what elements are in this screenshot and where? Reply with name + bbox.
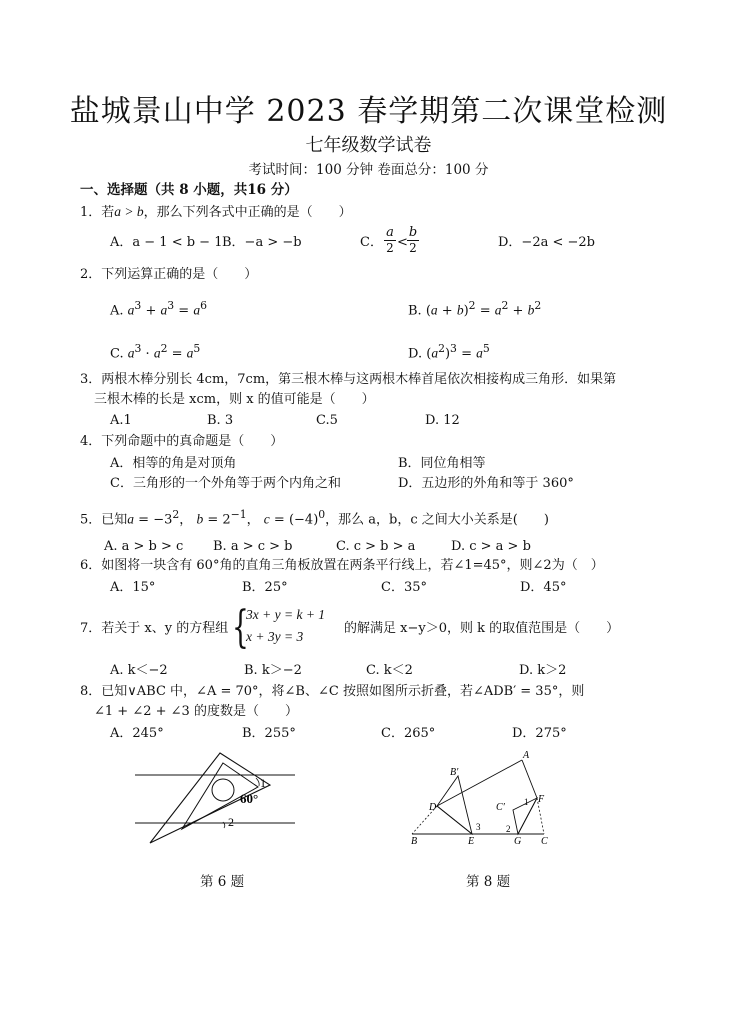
q2-a-result: a [193,302,201,318]
question-6-stem: 6．如图将一块含有 60°角的直角三角板放置在两条平行线上，若∠1=45°，则∠2为（ ） [80,558,604,573]
q2-c-exp1: 3 [134,342,142,355]
q3-option-a: A.1 [110,413,132,428]
fig8-label-2: 2 [506,824,511,834]
q2-c-exp2: 2 [160,342,168,355]
fig8-label-E: E [468,836,475,847]
q2-b-exp2: 2 [501,299,509,312]
q5-exp-neg1: −1 [230,508,247,521]
q5-var-c: c [263,511,270,527]
q1-option-c-label: C． [360,235,383,250]
q2-b-plus: + [441,303,453,319]
question-2-stem: 2．下列运算正确的是（ ） [80,267,258,282]
q2-d-exp2: 3 [450,342,457,355]
q2-a-exp3: 6 [200,299,207,312]
q2-b-b2: b [527,302,535,318]
q7-option-d: D. k＞2 [519,663,567,678]
q5-stem-post: ，那么 a，b，c 之间大小关系是( ) [325,512,549,528]
fig8-label-B-prime: B′ [450,767,459,778]
q5-sep2: ， [246,512,260,528]
q7-option-c: C. k＜2 [366,663,413,678]
q5-two: 2 [222,512,231,528]
q2-b-a: a [430,302,438,318]
figure-8-folded-triangle [400,748,560,850]
q2-c-eq: = [171,346,183,362]
q5-var-a: a [127,511,135,527]
figure-6-caption: 第 6 题 [200,874,245,890]
q2-d-a2: a [476,345,483,361]
q2-d-eq: = [461,346,472,362]
question-8-stem-line2: ∠1 + ∠2 + ∠3 的度数是（ ） [94,704,298,719]
fig8-label-G: G [514,836,522,847]
q7-option-a: A. k＜−2 [110,663,168,678]
q8-option-a: A．245° [110,726,164,741]
fig8-folded-triangle-B [437,776,472,834]
fig8-label-1: 1 [524,797,529,807]
exam-info: 考试时间：100 分钟 卷面总分：100 分 [248,162,489,178]
q1-stem-math: a > b [114,204,144,219]
q1-option-b: B．−a > −b [222,235,302,250]
question-4-stem: 4．下列命题中的真命题是（ ） [80,434,284,449]
q2-a-plus: + [145,303,157,319]
q4-option-c: C．三角形的一个外角等于两个内角之和 [110,476,341,491]
q2-d-exp1: 2 [438,342,445,355]
fig6-angle-1-arc [256,778,259,786]
q2-b-rp: ) [463,303,469,319]
q2-c-exp3: 5 [193,342,201,355]
q2-b-b: b [456,302,464,318]
q2-option-a [110,297,207,320]
q1-option-c-lt: < [397,235,408,250]
q1-frac-b-den: 2 [409,241,417,255]
fig6-circle-hole [212,779,234,801]
fig8-label-C: C [541,836,548,847]
q5-exp-zero: 0 [318,508,326,521]
figure-8-caption: 第 8 题 [466,874,511,890]
q2-b-eq: = [479,303,491,319]
q3-option-d: D. 12 [425,413,460,428]
exam-subtitle: 七年级数学试卷 [305,135,432,156]
question-3-stem-line1: 3．两根木棒分别长 4cm，7cm，第三根木棒与这两根木棒首尾依次相接构成三角形．如果第 [80,372,617,387]
question-5-stem [80,506,549,529]
fig6-label-60: 60° [240,791,259,806]
q5-eq3: = [273,512,285,528]
q2-b-a2: a [494,302,502,318]
q2-d-a1: a [431,345,439,361]
q5-eq1: = [138,512,150,528]
q5-option-c: C. c > b > a [336,539,416,554]
q6-option-c: C．35° [381,580,427,595]
q8-option-b: B．255° [242,726,296,741]
q2-a-term1: a [127,302,135,318]
q2-b-lp: ( [425,303,431,319]
q2-option-d [408,340,490,363]
q8-option-c: C．265° [381,726,436,741]
fig8-fold-line-DE [437,806,472,834]
q8-option-d: D．275° [512,726,567,741]
q3-option-c: C.5 [316,413,338,428]
q2-c-label: C. [110,346,124,362]
q5-var-b: b [196,511,204,527]
figure-6-parallel-lines-triangle [120,750,310,850]
q3-option-b: B. 3 [207,413,234,428]
q5-sep1: ， [179,512,193,528]
q7-option-b: B. k＞−2 [244,663,302,678]
q7-left-brace: { [232,602,249,653]
q2-c-a1: a [127,345,135,361]
fig6-label-1: 1 [260,776,266,790]
q1-stem-post: ，那么下列各式中正确的是（ ） [143,205,352,220]
q2-d-rp: ) [444,346,451,362]
question-1-stem [80,203,352,222]
q1-option-c-frac-b [407,226,419,255]
q2-a-exp2: 3 [167,299,175,312]
q2-a-label: A. [110,303,124,319]
q1-option-d: D．−2a < −2b [498,235,595,250]
q5-option-d: D. c > a > b [451,539,531,554]
q2-d-label: D. [408,346,423,362]
q5-neg3: −3 [153,512,173,528]
q2-d-exp3: 5 [482,342,490,355]
q6-option-b: B．25° [242,580,288,595]
q7-equation-1: 3x + y = k + 1 [246,607,326,622]
q5-option-b: B. a > c > b [213,539,293,554]
q2-option-c [110,340,200,363]
q6-option-a: A．15° [110,580,156,595]
q6-option-d: D．45° [520,580,567,595]
q5-exp-sq: 2 [172,508,180,521]
q2-a-exp1: 3 [134,299,142,312]
question-8-stem-line1: 8．已知∨ABC 中，∠A = 70°，将∠B、∠C 按照如图所示折叠，若∠ADB′ = 35°，则 [80,684,585,699]
question-7-stem-post: 的解满足 x−y＞0，则 k 的取值范围是（ ） [344,621,620,636]
q2-b-exp1: 2 [468,299,476,312]
q5-neg4: (−4) [288,512,319,528]
q1-option-a: A．a − 1 < b − 1 [110,235,223,250]
fig6-label-2: 2 [228,815,234,829]
fig8-label-D: D [429,802,437,813]
fig8-side-AF [522,760,537,798]
q2-b-exp3: 2 [534,299,542,312]
fig8-label-F: F [538,794,545,805]
q1-stem-pre: 1．若 [80,205,115,220]
q5-option-a: A. a > b > c [104,539,184,554]
q2-b-plus2: + [512,303,524,319]
q2-c-dot: · [145,346,150,362]
q2-c-a2: a [153,345,161,361]
q7-equation-2: x + 3y = 3 [246,629,304,644]
q4-option-b: B．同位角相等 [398,456,486,471]
exam-title: 盐城景山中学 2023 春学期第二次课堂检测 [69,94,668,129]
fig8-label-3: 3 [476,822,481,832]
question-3-stem-line2: 三根木棒的长是 xcm，则 x 的值可能是（ ） [94,392,375,407]
q4-option-d: D．五边形的外角和等于 360° [398,476,574,491]
q1-frac-b-num: b [408,225,418,240]
q1-frac-a-den: 2 [386,241,394,255]
fig8-label-B: B [411,836,418,847]
q2-b-label: B. [408,303,422,319]
question-7-stem-pre: 7．若关于 x、y 的方程组 [80,621,229,636]
q2-option-b [408,297,541,320]
q1-frac-a-num: a [386,225,394,240]
q2-c-a3: a [186,345,194,361]
q5-eq2: = [207,512,219,528]
q2-a-eq: = [178,303,190,319]
q2-d-lp: ( [426,346,432,362]
q1-option-c-frac-a [384,226,396,255]
q5-stem-pre: 5．已知 [80,512,128,528]
q2-a-term2: a [160,302,168,318]
section-heading-choice: 一、选择题（共 8 小题，共16 分） [80,182,298,198]
q4-option-a: A．相等的角是对顶角 [110,456,237,471]
fig8-label-A: A [523,750,530,761]
fig8-label-C-prime: C′ [496,802,505,813]
